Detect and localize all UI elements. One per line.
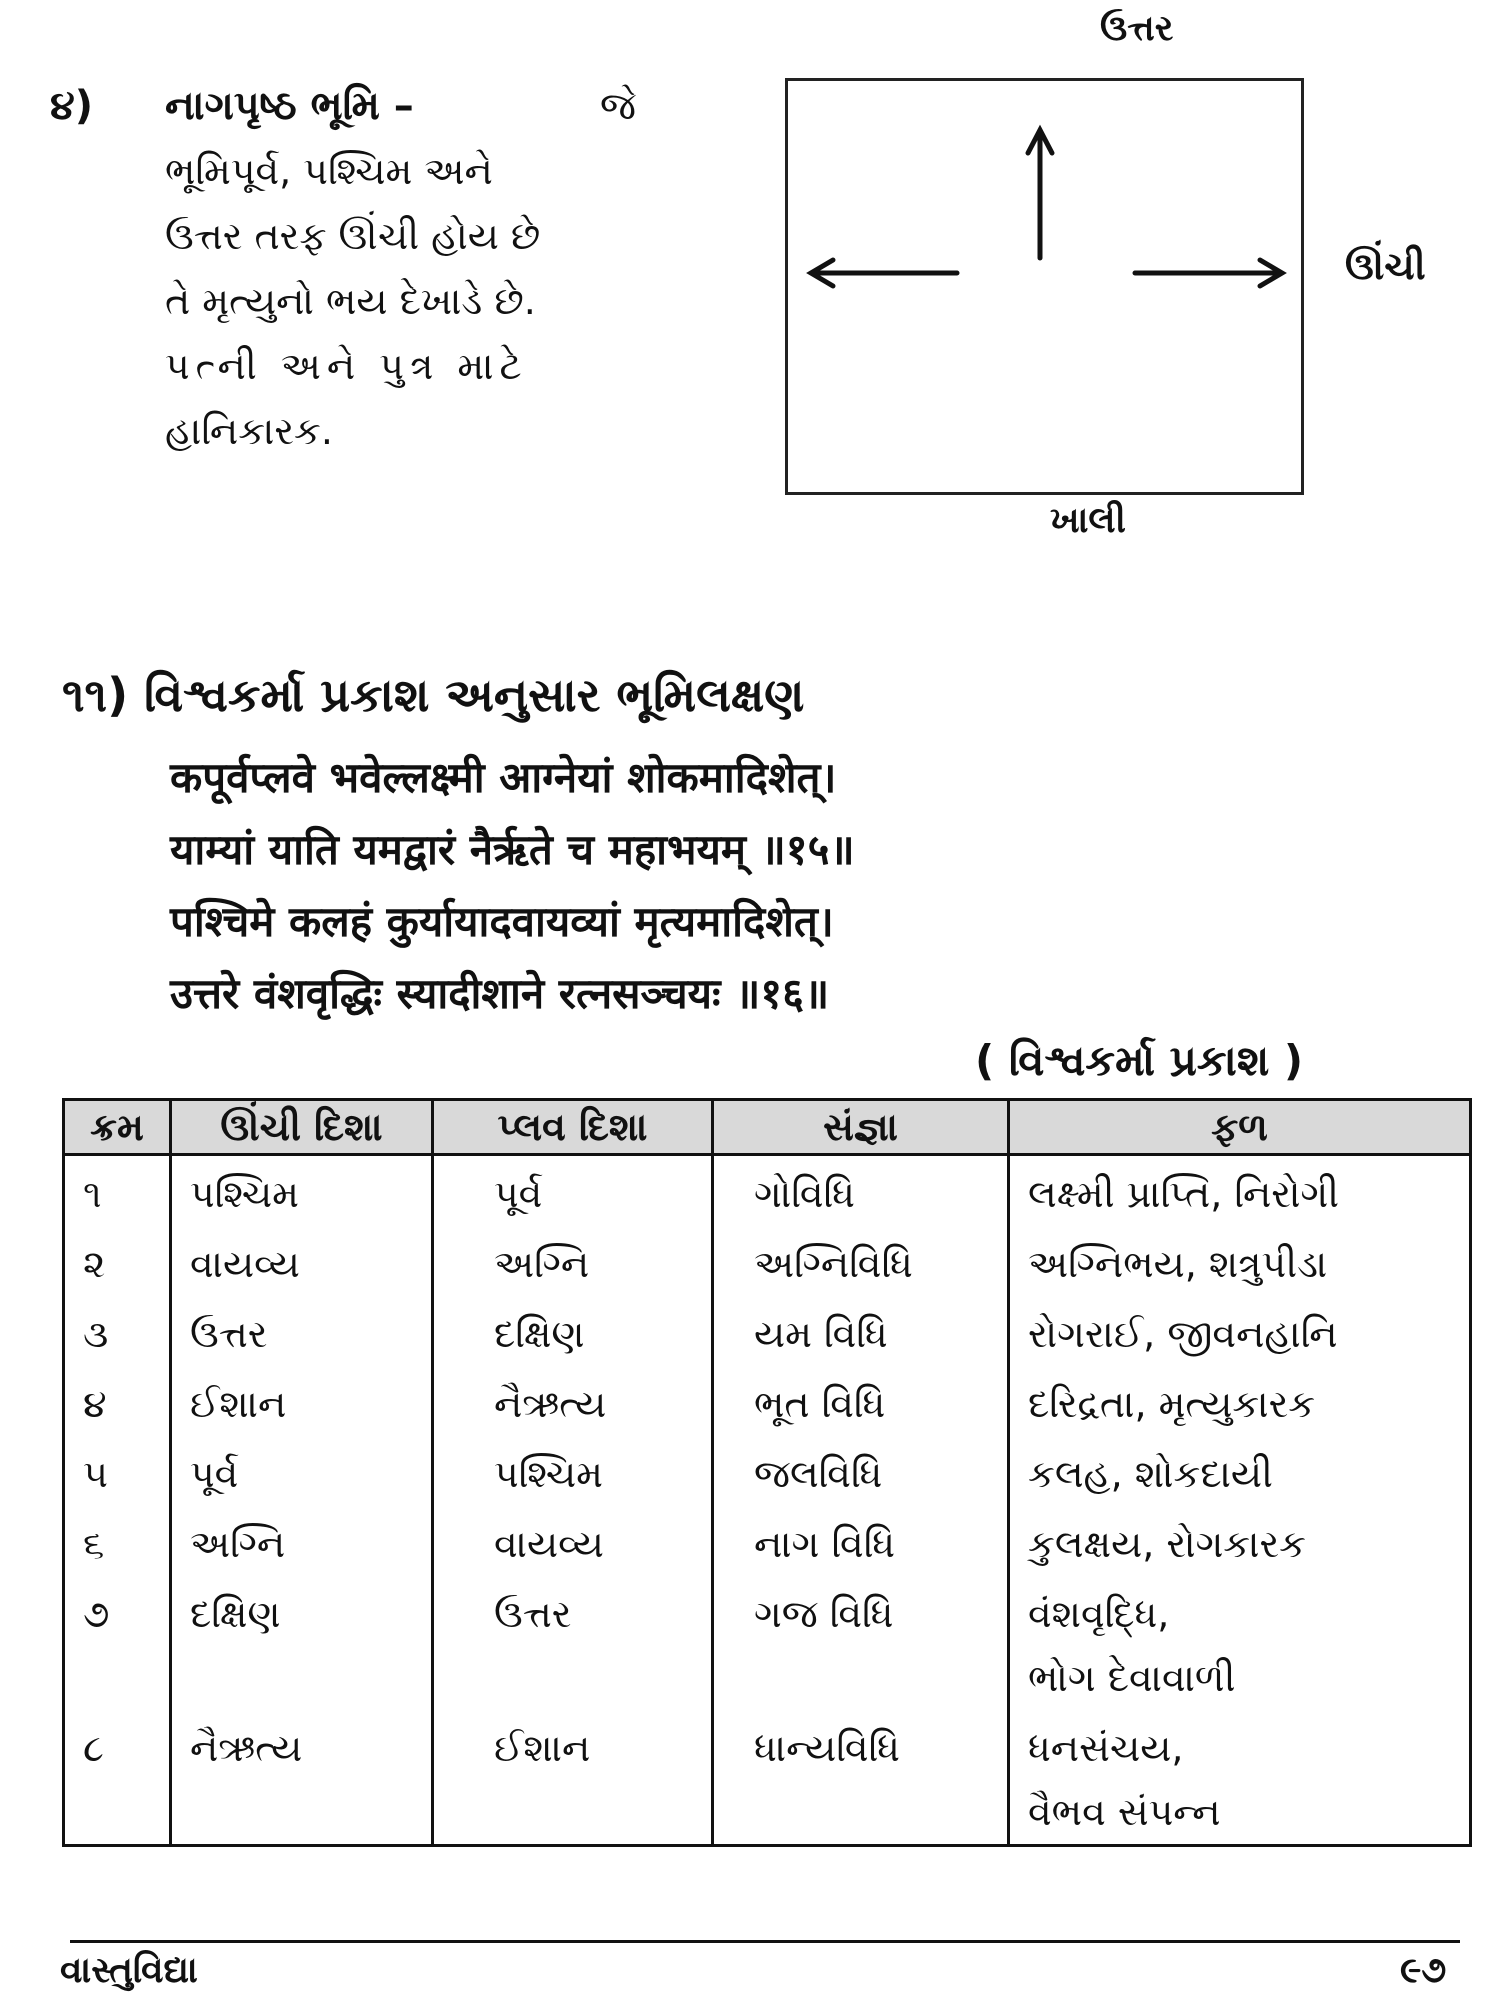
- cell-name: જલવિધિ: [713, 1436, 1009, 1506]
- cell-number: ૬: [64, 1506, 171, 1576]
- col-header-high-direction: ઊંચી દિશા: [171, 1100, 433, 1155]
- col-header-number: ક્રમ: [64, 1100, 171, 1155]
- cell-high-direction: પશ્ચિમ: [171, 1155, 433, 1227]
- cell-result: [1009, 1506, 1471, 1576]
- cell-number: ૫: [64, 1436, 171, 1506]
- result-line: ધનસંચય,: [1028, 1726, 1184, 1770]
- result-line: લક્ષ્મી પ્રાપ્તિ, નિરોગી: [1028, 1172, 1340, 1216]
- diagram-east-label: ઊંચી: [1345, 244, 1426, 288]
- table-header-row: [64, 1100, 1471, 1155]
- cell-plav-direction: નૈઋત્ય: [433, 1366, 713, 1436]
- cell-number: ૭: [64, 1576, 171, 1710]
- table-row: [64, 1366, 1471, 1436]
- table-row: [64, 1576, 1471, 1710]
- cell-plav-direction: ઉત્તર: [433, 1576, 713, 1710]
- result-line: રોગરાઈ, જીવનહાનિ: [1028, 1312, 1338, 1356]
- result-line: કલહ, શોકદાયી: [1028, 1452, 1273, 1496]
- cell-name: ગજ વિધિ: [713, 1576, 1009, 1710]
- table-row: [64, 1506, 1471, 1576]
- result-line: વૈભવ સંપન્ન: [1028, 1790, 1221, 1834]
- cell-name: યમ વિધિ: [713, 1296, 1009, 1366]
- direction-arrows: [785, 78, 1305, 498]
- cell-name: ભૂત વિધિ: [713, 1366, 1009, 1436]
- result-line: દરિદ્રતા, મૃત્યુકારક: [1028, 1382, 1316, 1426]
- col-header-name: સંજ્ઞા: [713, 1100, 1009, 1155]
- table-row: [64, 1226, 1471, 1296]
- shloka-line: कपूर्वप्लवे भवेल्लक्ष्मी आग्नेयां शोकमादिशेत्।: [170, 753, 837, 802]
- col-header-result: ફળ: [1009, 1100, 1471, 1155]
- cell-name: અગ્નિવિધિ: [713, 1226, 1009, 1296]
- cell-high-direction: ઉત્તર: [171, 1296, 433, 1366]
- shloka-line: उत्तरे वंशवृद्धिः स्यादीशाने रत्नसञ्चयः ॥१६॥: [170, 969, 830, 1018]
- result-line: ભોગ દેવાવાળી: [1028, 1656, 1236, 1700]
- result-line: વંશવૃદ્ધિ,: [1028, 1592, 1170, 1636]
- cell-name: ગોવિધિ: [713, 1155, 1009, 1227]
- cell-number: ૮: [64, 1710, 171, 1846]
- shloka-line: पश्चिमे कलहं कुर्यायादवायव्यां मृत्यमादिशेत्।: [170, 897, 834, 946]
- cell-high-direction: પૂર્વ: [171, 1436, 433, 1506]
- cell-high-direction: નૈઋત્ય: [171, 1710, 433, 1846]
- cell-result: [1009, 1710, 1471, 1846]
- section11-heading: ૧૧) વિશ્વકર્મા પ્રકાશ અનુસાર ભૂમિલક્ષણ: [62, 668, 805, 722]
- footer-page-number: ૯૭: [1400, 1950, 1447, 1991]
- cell-number: ૧: [64, 1155, 171, 1227]
- section4-line: ઉત્તર તરફ ઊંચી હોય છે: [165, 214, 541, 258]
- cell-result: [1009, 1296, 1471, 1366]
- section4-line: હાનિકારક.: [165, 409, 333, 453]
- cell-high-direction: દક્ષિણ: [171, 1576, 433, 1710]
- cell-result: [1009, 1366, 1471, 1436]
- bhumi-lakshan-table: [62, 1098, 1472, 1847]
- footer-book-title: વાસ્તુવિદ્યા: [60, 1950, 198, 1991]
- cell-result: [1009, 1436, 1471, 1506]
- cell-result: [1009, 1576, 1471, 1710]
- section4-title: નાગપૃષ્ઠ ભૂમિ –: [165, 83, 414, 129]
- section4-line: તે મૃત્યુનો ભય દેખાડે છે.: [165, 279, 536, 323]
- diagram-south-label: ખાલી: [1050, 500, 1126, 541]
- diagram-north-label: ઉત્તર: [1100, 8, 1174, 49]
- cell-high-direction: વાયવ્ય: [171, 1226, 433, 1296]
- result-line: અગ્નિભય, શત્રુપીડા: [1028, 1242, 1328, 1286]
- table-row: [64, 1296, 1471, 1366]
- arrow-up-icon: [1028, 130, 1052, 258]
- cell-number: ૨: [64, 1226, 171, 1296]
- section4-number: ૪): [50, 83, 94, 129]
- cell-name: ધાન્યવિધિ: [713, 1710, 1009, 1846]
- cell-result: [1009, 1226, 1471, 1296]
- cell-result: [1009, 1155, 1471, 1227]
- cell-number: ૪: [64, 1366, 171, 1436]
- shloka-line: याम्यां याति यमद्वारं नैर्ऋते च महाभयम् ॥१५॥: [170, 825, 855, 874]
- footer-divider: [70, 1940, 1460, 1943]
- section4-line: પત્ની અને પુત્ર માટે: [165, 344, 528, 388]
- table-row: [64, 1155, 1471, 1227]
- cell-plav-direction: દક્ષિણ: [433, 1296, 713, 1366]
- cell-plav-direction: ઈશાન: [433, 1710, 713, 1846]
- arrow-left-icon: [811, 260, 957, 286]
- arrow-right-icon: [1135, 260, 1282, 286]
- cell-number: ૩: [64, 1296, 171, 1366]
- result-line: કુલક્ષય, રોગકારક: [1028, 1522, 1306, 1566]
- table-row: [64, 1710, 1471, 1846]
- cell-high-direction: અગ્નિ: [171, 1506, 433, 1576]
- shloka-source: ( વિશ્વકર્મા પ્રકાશ ): [975, 1036, 1304, 1085]
- section4-line: જે: [600, 84, 636, 128]
- cell-plav-direction: અગ્નિ: [433, 1226, 713, 1296]
- table-row: [64, 1436, 1471, 1506]
- cell-name: નાગ વિધિ: [713, 1506, 1009, 1576]
- cell-high-direction: ઈશાન: [171, 1366, 433, 1436]
- cell-plav-direction: પૂર્વ: [433, 1155, 713, 1227]
- cell-plav-direction: વાયવ્ય: [433, 1506, 713, 1576]
- section4-line: ભૂમિપૂર્વ, પશ્ચિમ અને: [165, 149, 493, 193]
- cell-plav-direction: પશ્ચિમ: [433, 1436, 713, 1506]
- col-header-plav-direction: પ્લવ દિશા: [433, 1100, 713, 1155]
